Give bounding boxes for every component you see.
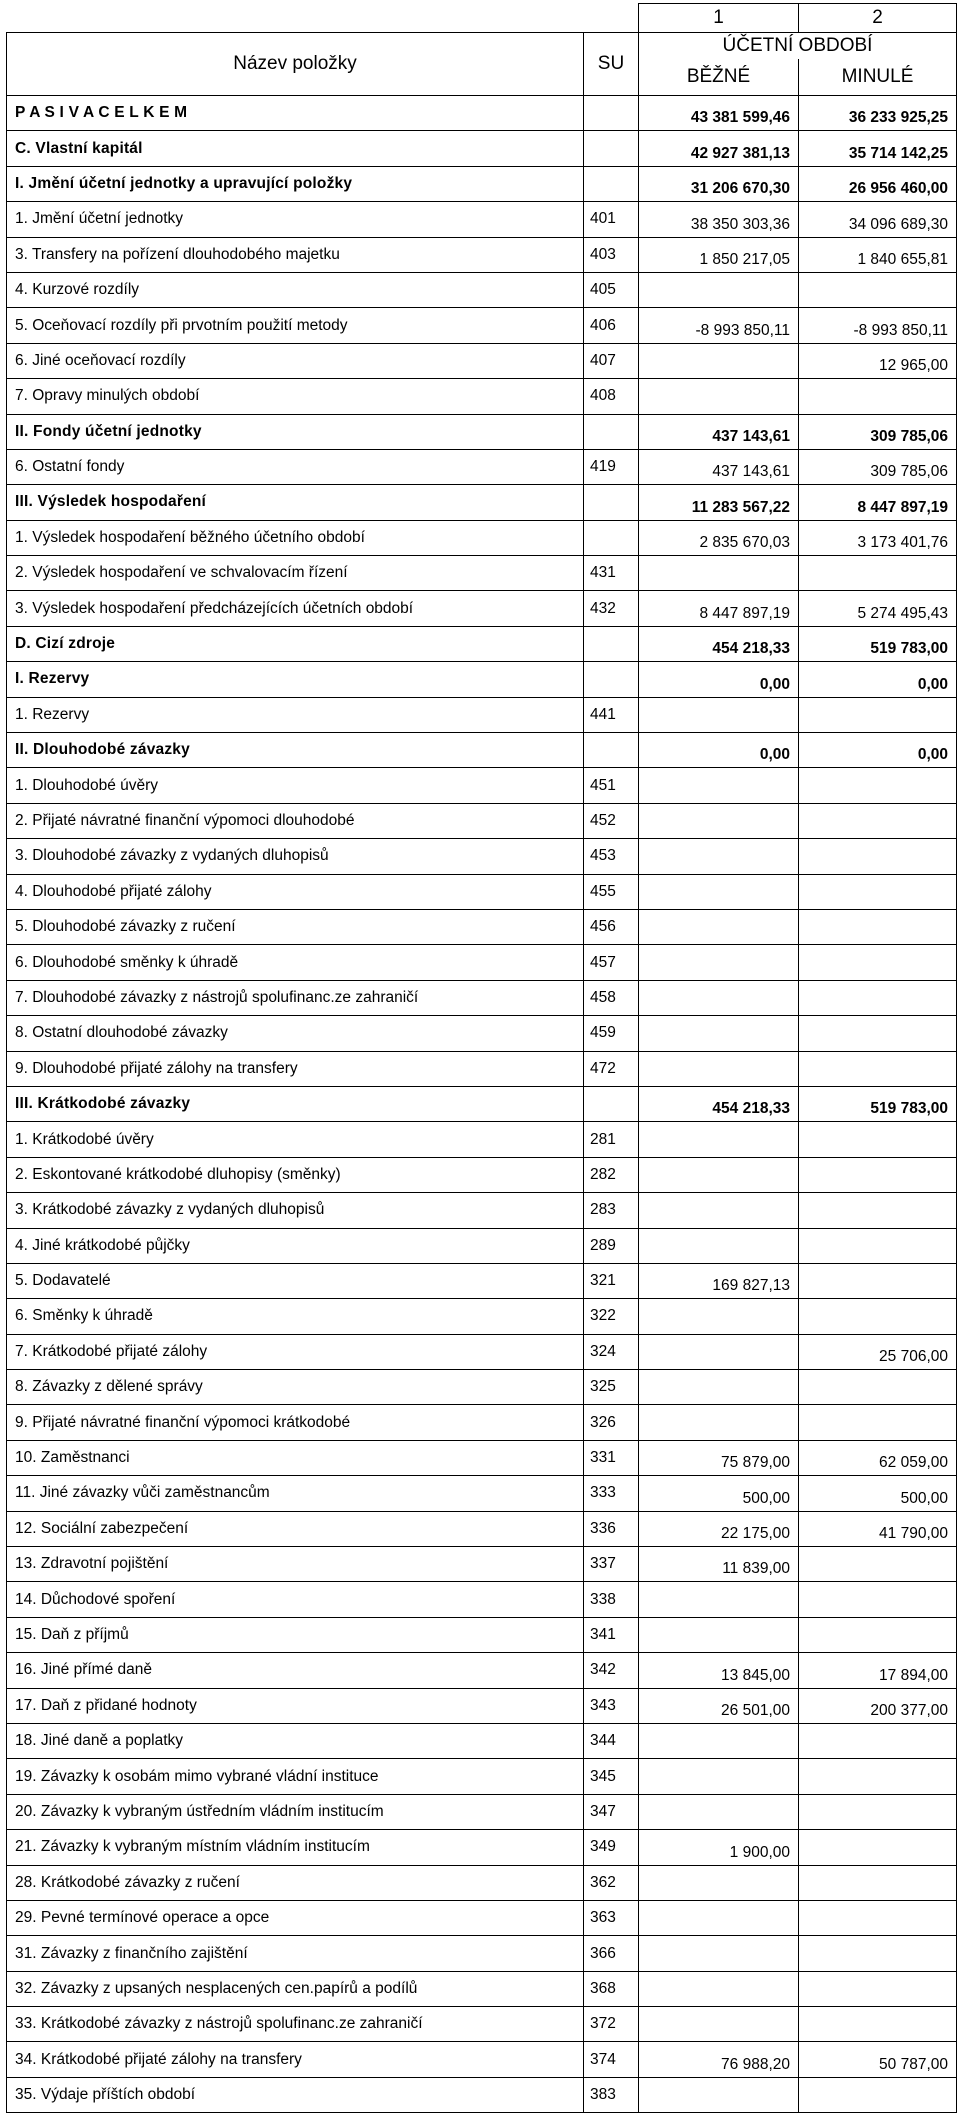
row-previous-value: -8 993 850,11 [799,308,957,343]
row-label: 33. Krátkodobé závazky z nástrojů spolufinanc.ze zahraničí [7,2007,584,2042]
row-su-code: 401 [584,202,639,237]
row-current-value [639,874,799,909]
table-row [7,1086,957,1121]
row-previous-value: 309 785,06 [799,449,957,484]
row-label: 6. Dlouhodobé směnky k úhradě [7,945,584,980]
table-row [7,379,957,414]
row-label: 12. Sociální zabezpečení [7,1511,584,1546]
table-row [7,272,957,307]
row-previous-value [799,1759,957,1794]
row-label: 18. Jiné daně a poplatky [7,1723,584,1758]
table-row [7,1405,957,1440]
row-current-value [639,1193,799,1228]
row-su-code: 362 [584,1865,639,1900]
row-su-code: 331 [584,1440,639,1475]
row-su-code: 322 [584,1299,639,1334]
row-current-value [639,1334,799,1369]
row-label: D. Cizí zdroje [7,626,584,661]
row-label: 1. Rezervy [7,697,584,732]
table-row [7,1051,957,1086]
row-su-code: 282 [584,1157,639,1192]
row-label: 4. Jiné krátkodobé půjčky [7,1228,584,1263]
row-label: 28. Krátkodobé závazky z ručení [7,1865,584,1900]
row-label: 8. Závazky z dělené správy [7,1370,584,1405]
row-previous-value [799,1016,957,1051]
row-current-value: 500,00 [639,1476,799,1511]
accounting-period-header: ÚČETNÍ OBDOBÍ [639,33,957,60]
table-row [7,697,957,732]
row-label: 20. Závazky k vybraným ústředním vládním institucím [7,1794,584,1829]
row-label: 15. Daň z příjmů [7,1617,584,1652]
row-current-value [639,1723,799,1758]
row-su-code: 455 [584,874,639,909]
row-su-code [584,96,639,131]
table-row [7,414,957,449]
row-current-value [639,1759,799,1794]
row-su-code: 408 [584,379,639,414]
balance-sheet-page [6,3,956,2113]
row-previous-value [799,2007,957,2042]
row-su-code [584,1086,639,1121]
row-su-code: 472 [584,1051,639,1086]
row-label: 1. Jmění účetní jednotky [7,202,584,237]
row-previous-value: 12 965,00 [799,343,957,378]
row-su-code: 452 [584,803,639,838]
row-label: 2. Přijaté návratné finanční výpomoci dlouhodobé [7,803,584,838]
row-previous-value [799,1263,957,1298]
row-previous-value: 1 840 655,81 [799,237,957,272]
row-su-code: 343 [584,1688,639,1723]
row-current-value [639,1016,799,1051]
row-previous-value [799,556,957,591]
row-label: I. Jmění účetní jednotky a upravující položky [7,166,584,201]
table-row [7,1653,957,1688]
table-row [7,202,957,237]
row-current-value [639,768,799,803]
table-row [7,1370,957,1405]
row-label: 32. Závazky z upsaných nesplacených cen.papírů a podílů [7,1971,584,2006]
row-previous-value [799,1122,957,1157]
row-su-code: 453 [584,839,639,874]
row-su-code: 457 [584,945,639,980]
row-su-code: 368 [584,1971,639,2006]
row-previous-value [799,379,957,414]
row-previous-value [799,697,957,732]
row-previous-value [799,874,957,909]
row-label: C. Vlastní kapitál [7,131,584,166]
row-previous-value [799,1830,957,1865]
table-row [7,1440,957,1475]
row-previous-value [799,1157,957,1192]
row-current-value: 11 283 567,22 [639,485,799,520]
table-row [7,237,957,272]
row-current-value [639,272,799,307]
row-previous-value: 62 059,00 [799,1440,957,1475]
row-previous-value: 34 096 689,30 [799,202,957,237]
row-previous-value: 26 956 460,00 [799,166,957,201]
table-row [7,980,957,1015]
table-row [7,1228,957,1263]
row-label: 10. Zaměstnanci [7,1440,584,1475]
table-row [7,556,957,591]
row-label: 35. Výdaje příštích období [7,2077,584,2112]
table-row [7,1830,957,1865]
row-su-code: 336 [584,1511,639,1546]
row-label: 6. Ostatní fondy [7,449,584,484]
table-row [7,131,957,166]
row-current-value [639,945,799,980]
table-row [7,1334,957,1369]
table-row [7,1193,957,1228]
row-current-value [639,697,799,732]
table-body [7,96,957,2113]
row-su-code: 347 [584,1794,639,1829]
column-number-2: 2 [799,4,957,33]
row-current-value [639,2007,799,2042]
row-previous-value: 36 233 925,25 [799,96,957,131]
row-label: 7. Dlouhodobé závazky z nástrojů spolufinanc.ze zahraničí [7,980,584,1015]
row-current-value: 8 447 897,19 [639,591,799,626]
row-su-code: 405 [584,272,639,307]
row-su-code: 459 [584,1016,639,1051]
row-su-code: 333 [584,1476,639,1511]
row-su-code: 366 [584,1936,639,1971]
row-su-code [584,166,639,201]
table-row [7,1723,957,1758]
row-su-code [584,131,639,166]
row-su-code: 451 [584,768,639,803]
row-su-code: 458 [584,980,639,1015]
row-current-value: 38 350 303,36 [639,202,799,237]
row-current-value [639,343,799,378]
row-current-value: 454 218,33 [639,626,799,661]
table-row [7,1016,957,1051]
row-current-value: 11 839,00 [639,1547,799,1582]
row-current-value: 26 501,00 [639,1688,799,1723]
row-label: 34. Krátkodobé přijaté zálohy na transfery [7,2042,584,2077]
table-row [7,626,957,661]
row-previous-value: 3 173 401,76 [799,520,957,555]
row-current-value [639,1617,799,1652]
row-label: 7. Opravy minulých období [7,379,584,414]
row-current-value: 43 381 599,46 [639,96,799,131]
row-current-value [639,909,799,944]
row-su-code: 281 [584,1122,639,1157]
row-current-value: 1 900,00 [639,1830,799,1865]
row-su-code: 431 [584,556,639,591]
table-row [7,520,957,555]
previous-period-header: MINULÉ [799,59,957,96]
table-row [7,874,957,909]
row-previous-value [799,1405,957,1440]
row-current-value [639,556,799,591]
row-previous-value [799,1936,957,1971]
row-current-value [639,1228,799,1263]
row-current-value: 0,00 [639,733,799,768]
row-previous-value [799,1547,957,1582]
table-row [7,2077,957,2112]
row-previous-value [799,1370,957,1405]
row-previous-value [799,768,957,803]
row-current-value: 42 927 381,13 [639,131,799,166]
row-label: 19. Závazky k osobám mimo vybrané vládní instituce [7,1759,584,1794]
table-row [7,1547,957,1582]
row-previous-value [799,803,957,838]
row-label: III. Výsledek hospodaření [7,485,584,520]
row-label: 6. Jiné oceňovací rozdíly [7,343,584,378]
table-row [7,1971,957,2006]
row-su-code [584,485,639,520]
row-su-code [584,662,639,697]
row-label: 5. Dlouhodobé závazky z ručení [7,909,584,944]
table-row [7,1299,957,1334]
row-current-value: 169 827,13 [639,1263,799,1298]
row-label: 4. Dlouhodobé přijaté zálohy [7,874,584,909]
row-su-code [584,626,639,661]
row-previous-value [799,1193,957,1228]
row-previous-value: 519 783,00 [799,1086,957,1121]
row-su-code: 419 [584,449,639,484]
row-label: 8. Ostatní dlouhodobé závazky [7,1016,584,1051]
row-label: 7. Krátkodobé přijaté zálohy [7,1334,584,1369]
row-su-code: 342 [584,1653,639,1688]
row-label: 14. Důchodové spoření [7,1582,584,1617]
row-label: 5. Oceňovací rozdíly při prvotním použití metody [7,308,584,343]
row-label: 11. Jiné závazky vůči zaměstnancům [7,1476,584,1511]
row-su-code: 338 [584,1582,639,1617]
row-previous-value: 50 787,00 [799,2042,957,2077]
row-su-code: 324 [584,1334,639,1369]
row-label: 31. Závazky z finančního zajištění [7,1936,584,1971]
row-previous-value [799,909,957,944]
row-label: 16. Jiné přímé daně [7,1653,584,1688]
table-row [7,485,957,520]
row-previous-value: 17 894,00 [799,1653,957,1688]
table-row [7,1900,957,1935]
row-su-code: 432 [584,591,639,626]
row-label: 1. Výsledek hospodaření běžného účetního období [7,520,584,555]
row-current-value [639,2077,799,2112]
row-su-code: 407 [584,343,639,378]
row-label: 29. Pevné termínové operace a opce [7,1900,584,1935]
row-previous-value: 309 785,06 [799,414,957,449]
row-current-value [639,1582,799,1617]
row-label: 1. Dlouhodobé úvěry [7,768,584,803]
row-current-value: 0,00 [639,662,799,697]
row-previous-value: 25 706,00 [799,1334,957,1369]
row-label: 2. Eskontované krátkodobé dluhopisy (směnky) [7,1157,584,1192]
row-label: P A S I V A C E L K E M [7,96,584,131]
row-previous-value: 8 447 897,19 [799,485,957,520]
row-su-code: 403 [584,237,639,272]
su-header: SU [584,33,639,96]
row-previous-value [799,1794,957,1829]
row-previous-value: 519 783,00 [799,626,957,661]
row-previous-value [799,1582,957,1617]
row-previous-value [799,1971,957,2006]
table-row [7,1582,957,1617]
row-label: I. Rezervy [7,662,584,697]
row-su-code: 283 [584,1193,639,1228]
row-su-code: 383 [584,2077,639,2112]
item-name-header: Název položky [7,33,584,96]
table-row [7,2042,957,2077]
row-su-code: 372 [584,2007,639,2042]
table-row [7,803,957,838]
table-row [7,96,957,131]
row-su-code: 341 [584,1617,639,1652]
row-current-value: 76 988,20 [639,2042,799,2077]
row-label: II. Dlouhodobé závazky [7,733,584,768]
row-previous-value [799,2077,957,2112]
row-label: 4. Kurzové rozdíly [7,272,584,307]
row-previous-value [799,1865,957,1900]
row-current-value: 13 845,00 [639,1653,799,1688]
row-label: 21. Závazky k vybraným místním vládním institucím [7,1830,584,1865]
row-current-value [639,1122,799,1157]
row-previous-value: 5 274 495,43 [799,591,957,626]
table-row [7,945,957,980]
row-previous-value: 0,00 [799,662,957,697]
row-current-value [639,1370,799,1405]
table-row [7,166,957,201]
row-previous-value [799,1723,957,1758]
row-previous-value: 0,00 [799,733,957,768]
table-row [7,1794,957,1829]
table-header [7,4,957,96]
row-current-value [639,1936,799,1971]
liabilities-table [6,3,957,2113]
row-label: 3. Výsledek hospodaření předcházejících účetních období [7,591,584,626]
row-current-value: 437 143,61 [639,449,799,484]
row-label: 1. Krátkodobé úvěry [7,1122,584,1157]
row-su-code: 326 [584,1405,639,1440]
table-row [7,1688,957,1723]
row-su-code: 363 [584,1900,639,1935]
table-row [7,1511,957,1546]
row-su-code: 344 [584,1723,639,1758]
row-label: 17. Daň z přidané hodnoty [7,1688,584,1723]
row-label: 9. Dlouhodobé přijaté zálohy na transfery [7,1051,584,1086]
row-su-code: 349 [584,1830,639,1865]
row-previous-value [799,1051,957,1086]
row-su-code [584,414,639,449]
row-su-code: 325 [584,1370,639,1405]
row-previous-value [799,980,957,1015]
table-row [7,449,957,484]
row-previous-value [799,1900,957,1935]
table-row [7,1476,957,1511]
row-previous-value [799,945,957,980]
row-current-value: 22 175,00 [639,1511,799,1546]
row-current-value [639,1971,799,2006]
row-label: 5. Dodavatelé [7,1263,584,1298]
row-su-code: 456 [584,909,639,944]
row-current-value: -8 993 850,11 [639,308,799,343]
row-su-code: 345 [584,1759,639,1794]
row-label: II. Fondy účetní jednotky [7,414,584,449]
current-period-header: BĚŽNÉ [639,59,799,96]
row-current-value [639,1299,799,1334]
row-current-value: 31 206 670,30 [639,166,799,201]
row-label: 3. Transfery na pořízení dlouhodobého majetku [7,237,584,272]
row-previous-value: 200 377,00 [799,1688,957,1723]
row-label: 6. Směnky k úhradě [7,1299,584,1334]
row-label: 2. Výsledek hospodaření ve schvalovacím řízení [7,556,584,591]
row-current-value [639,1405,799,1440]
table-row [7,1759,957,1794]
row-su-code: 337 [584,1547,639,1582]
row-previous-value [799,272,957,307]
table-row [7,733,957,768]
row-su-code [584,520,639,555]
row-previous-value [799,1228,957,1263]
row-su-code: 321 [584,1263,639,1298]
table-row [7,662,957,697]
row-su-code: 374 [584,2042,639,2077]
row-current-value [639,839,799,874]
table-row [7,1936,957,1971]
table-row [7,839,957,874]
row-current-value [639,1794,799,1829]
row-current-value [639,980,799,1015]
table-row [7,1617,957,1652]
row-label: 9. Přijaté návratné finanční výpomoci krátkodobé [7,1405,584,1440]
row-label: III. Krátkodobé závazky [7,1086,584,1121]
row-su-code: 441 [584,697,639,732]
column-number-1: 1 [639,4,799,33]
row-previous-value [799,1299,957,1334]
row-current-value: 2 835 670,03 [639,520,799,555]
row-label: 13. Zdravotní pojištění [7,1547,584,1582]
row-current-value [639,1157,799,1192]
row-previous-value: 41 790,00 [799,1511,957,1546]
table-row [7,1122,957,1157]
row-label: 3. Dlouhodobé závazky z vydaných dluhopisů [7,839,584,874]
row-current-value: 454 218,33 [639,1086,799,1121]
table-row [7,768,957,803]
row-current-value: 437 143,61 [639,414,799,449]
row-label: 3. Krátkodobé závazky z vydaných dluhopisů [7,1193,584,1228]
table-row [7,2007,957,2042]
row-su-code: 289 [584,1228,639,1263]
row-current-value [639,379,799,414]
row-current-value [639,1900,799,1935]
table-row [7,591,957,626]
row-su-code [584,733,639,768]
row-current-value [639,1051,799,1086]
row-previous-value: 35 714 142,25 [799,131,957,166]
row-current-value [639,1865,799,1900]
table-row [7,1157,957,1192]
table-row [7,1865,957,1900]
table-row [7,343,957,378]
row-current-value [639,803,799,838]
table-row [7,308,957,343]
row-current-value: 1 850 217,05 [639,237,799,272]
row-current-value: 75 879,00 [639,1440,799,1475]
row-previous-value [799,839,957,874]
table-row [7,1263,957,1298]
row-su-code: 406 [584,308,639,343]
row-previous-value [799,1617,957,1652]
table-row [7,909,957,944]
row-previous-value: 500,00 [799,1476,957,1511]
